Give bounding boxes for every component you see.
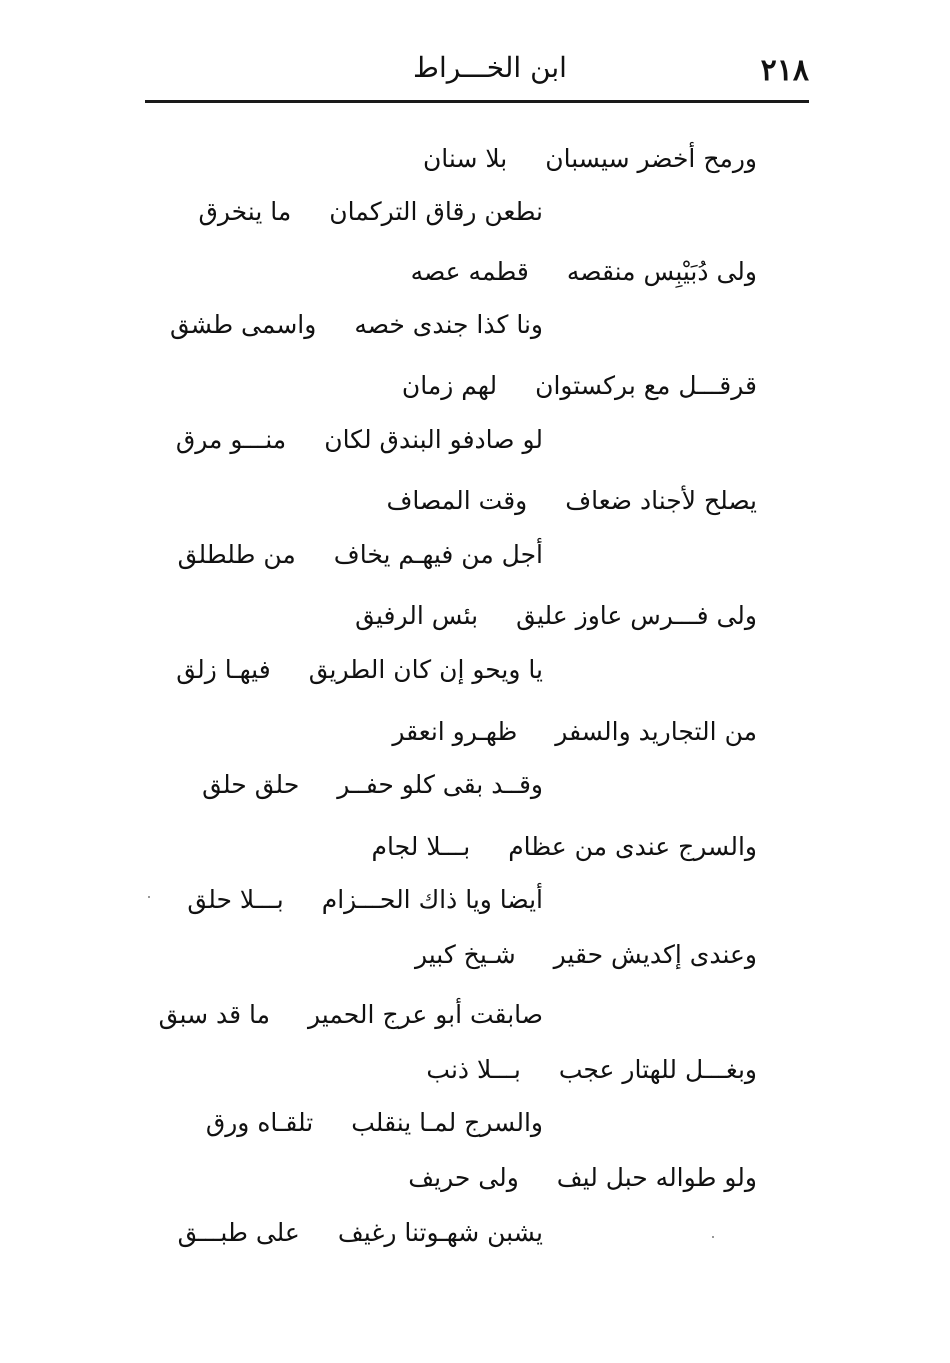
verse-second-half: منـــو مرق: [175, 425, 287, 454]
verse-line: [426, 1050, 757, 1090]
verse-first-half: من التجاريد والسفر: [555, 717, 757, 746]
print-speck: [148, 896, 150, 898]
verse-first-half: وقــد بقى كلو حفــر: [337, 770, 543, 799]
verse-first-half: يشبن شهـوتنا رغيف: [337, 1218, 543, 1247]
verse-first-half: والسرج لمـا ينقلب: [351, 1108, 543, 1137]
verse-first-half: نطعن رقاق التركمان: [329, 197, 543, 226]
verse-line: [372, 827, 757, 867]
verse-second-half: من طلطلق: [177, 540, 296, 569]
verse-first-half: أجل من فيهـم يخاف: [333, 540, 543, 569]
verse-first-half: ولى فـــرس عاوز عليق: [516, 601, 757, 630]
verse-first-half: ونا كذا جندى خصه: [354, 310, 543, 339]
verse-line: [176, 650, 543, 690]
verse-second-half: بـــلا ذنب: [426, 1055, 521, 1084]
verse-line: [415, 935, 757, 975]
verse-second-half: بـــلا حلق: [187, 885, 284, 914]
verse-line: [423, 139, 757, 179]
verse-first-half: يصلح لأجناد ضعاف: [565, 486, 757, 515]
verse-first-half: يا ويحو إن كان الطريق: [308, 655, 543, 684]
verse-first-half: أيضا ويا ذاك الحـــزام: [321, 885, 543, 914]
verse-line: [178, 1213, 543, 1253]
verse-first-half: لو صادفو البندق لكان: [324, 425, 543, 454]
verse-second-half: ما ينخرق: [198, 197, 292, 226]
verse-line: [202, 765, 543, 805]
verse-second-half: بئس الرفيق: [355, 601, 479, 630]
verse-second-half: ولى حريف: [408, 1163, 519, 1192]
verse-second-half: لهم زمان: [401, 371, 498, 400]
verse-line: [206, 1103, 543, 1143]
verse-second-half: واسمى طشق: [170, 310, 317, 339]
verse-first-half: ولى دُبَيْبِس منقصه: [566, 257, 757, 286]
verse-second-half: بـــلا لجام: [371, 832, 471, 861]
verse-second-half: شـيخ كبير: [414, 940, 516, 969]
verse-first-half: وبغـــل للهتار عجب: [558, 1055, 757, 1084]
verse-second-half: ما قد سبق: [158, 1000, 270, 1029]
page-number: ٢١٨: [760, 53, 809, 88]
verse-second-half: قطمه عصه: [410, 257, 529, 286]
verse-line: [159, 995, 543, 1035]
verse-second-half: وقت المصاف: [386, 486, 528, 515]
verse-line: [408, 1158, 757, 1198]
verse-second-half: ظهـرو انعقر: [392, 717, 518, 746]
verse-line: [170, 305, 543, 345]
verse-first-half: ورمح أخضر سيسبان: [545, 144, 757, 173]
verse-line: [411, 252, 757, 292]
verse-second-half: بلا سنان: [422, 144, 508, 173]
verse-first-half: وعندى إكديش حقير: [553, 940, 757, 969]
verse-first-half: قرقـــل مع بركستوان: [535, 371, 757, 400]
verse-first-half: ولو طواله حبل ليف: [556, 1163, 757, 1192]
verse-line: [355, 596, 757, 636]
print-speck: [712, 1236, 714, 1238]
verse-second-half: حلق حلق: [202, 770, 300, 799]
verse-second-half: فيهـا زلق: [176, 655, 271, 684]
verse-line: [187, 880, 543, 920]
verse-line: [198, 192, 543, 232]
verse-second-half: تلقـاه ورق: [205, 1108, 314, 1137]
verse-line: [402, 366, 757, 406]
running-title: ابن الخـــراط: [413, 51, 567, 84]
verse-first-half: والسرج عندى من عظام: [508, 832, 757, 861]
verse-second-half: على طبـــق: [177, 1218, 300, 1247]
verse-line: [392, 712, 757, 752]
verse-first-half: صابقت أبو عرج الحمير: [308, 1000, 543, 1029]
verse-line: [176, 420, 543, 460]
verse-line: [178, 535, 543, 575]
verse-line: [386, 481, 757, 521]
